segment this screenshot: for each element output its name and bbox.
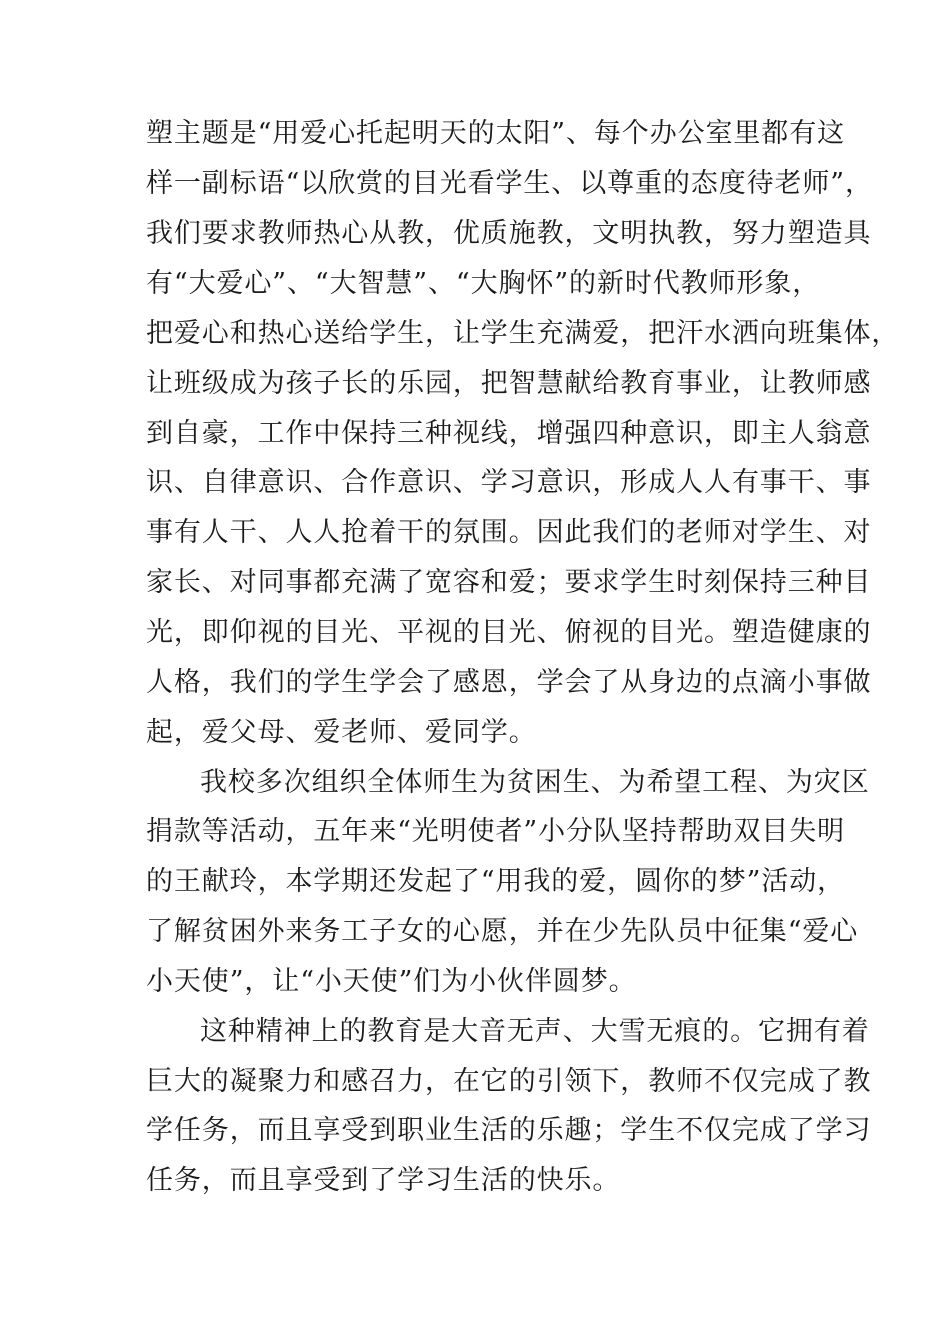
text-line: 家长、对同事都充满了宽容和爱；要求学生时刻保持三种目 [146,567,872,598]
text-line: 捐款等活动，五年来“光明使者”小分队坚持帮助双目失明 [146,816,846,847]
text-line: 光，即仰视的目光、平视的目光、俯视的目光。塑造健康的 [146,617,872,648]
text-line: 让班级成为孩子长的乐园，把智慧献给教育事业，让教师感 [146,368,872,399]
text-line: 到自豪，工作中保持三种视线，增强四种意识，即主人翁意 [146,418,872,449]
text-line: 学任务，而且享受到职业生活的乐趣；学生不仅完成了学习 [146,1115,872,1146]
text-line: 把爱心和热心送给学生，让学生充满爱，把汗水洒向班集体， [146,318,900,349]
text-line: 了解贫困外来务工子女的心愿，并在少先队员中征集“爱心 [146,916,859,947]
text-line: 有“大爱心”、“大智慧”、“大胸怀”的新时代教师形象， [146,268,821,299]
text-line: 我们要求教师热心从教，优质施教，文明执教，努力塑造具 [146,218,872,249]
text-line: 起，爱父母、爱老师、爱同学。 [146,717,537,748]
text-line: 巨大的凝聚力和感召力，在它的引领下，教师不仅完成了教 [146,1066,872,1097]
text-line: 识、自律意识、合作意识、学习意识，形成人人有事干、事 [146,467,872,498]
paragraph-first-line: 这种精神上的教育是大音无声、大雪无痕的。它拥有着 [200,1016,870,1047]
text-line: 任务，而且享受到了学习生活的快乐。 [146,1165,621,1196]
text-line: 塑主题是“用爱心托起明天的太阳”、每个办公室里都有这 [146,118,846,149]
text-line: 的王献玲，本学期还发起了“用我的爱，圆你的梦”活动， [146,866,846,897]
text-line: 人格，我们的学生学会了感恩，学会了从身边的点滴小事做 [146,667,872,698]
text-line: 小天使”，让“小天使”们为小伙伴圆梦。 [146,966,637,997]
text-line: 事有人干、人人抢着干的氛围。因此我们的老师对学生、对 [146,517,872,548]
paragraph-first-line: 我校多次组织全体师生为贫困生、为希望工程、为灾区 [200,767,870,798]
text-line: 样一副标语“以欣赏的目光看学生、以尊重的态度待老师”， [146,168,873,199]
